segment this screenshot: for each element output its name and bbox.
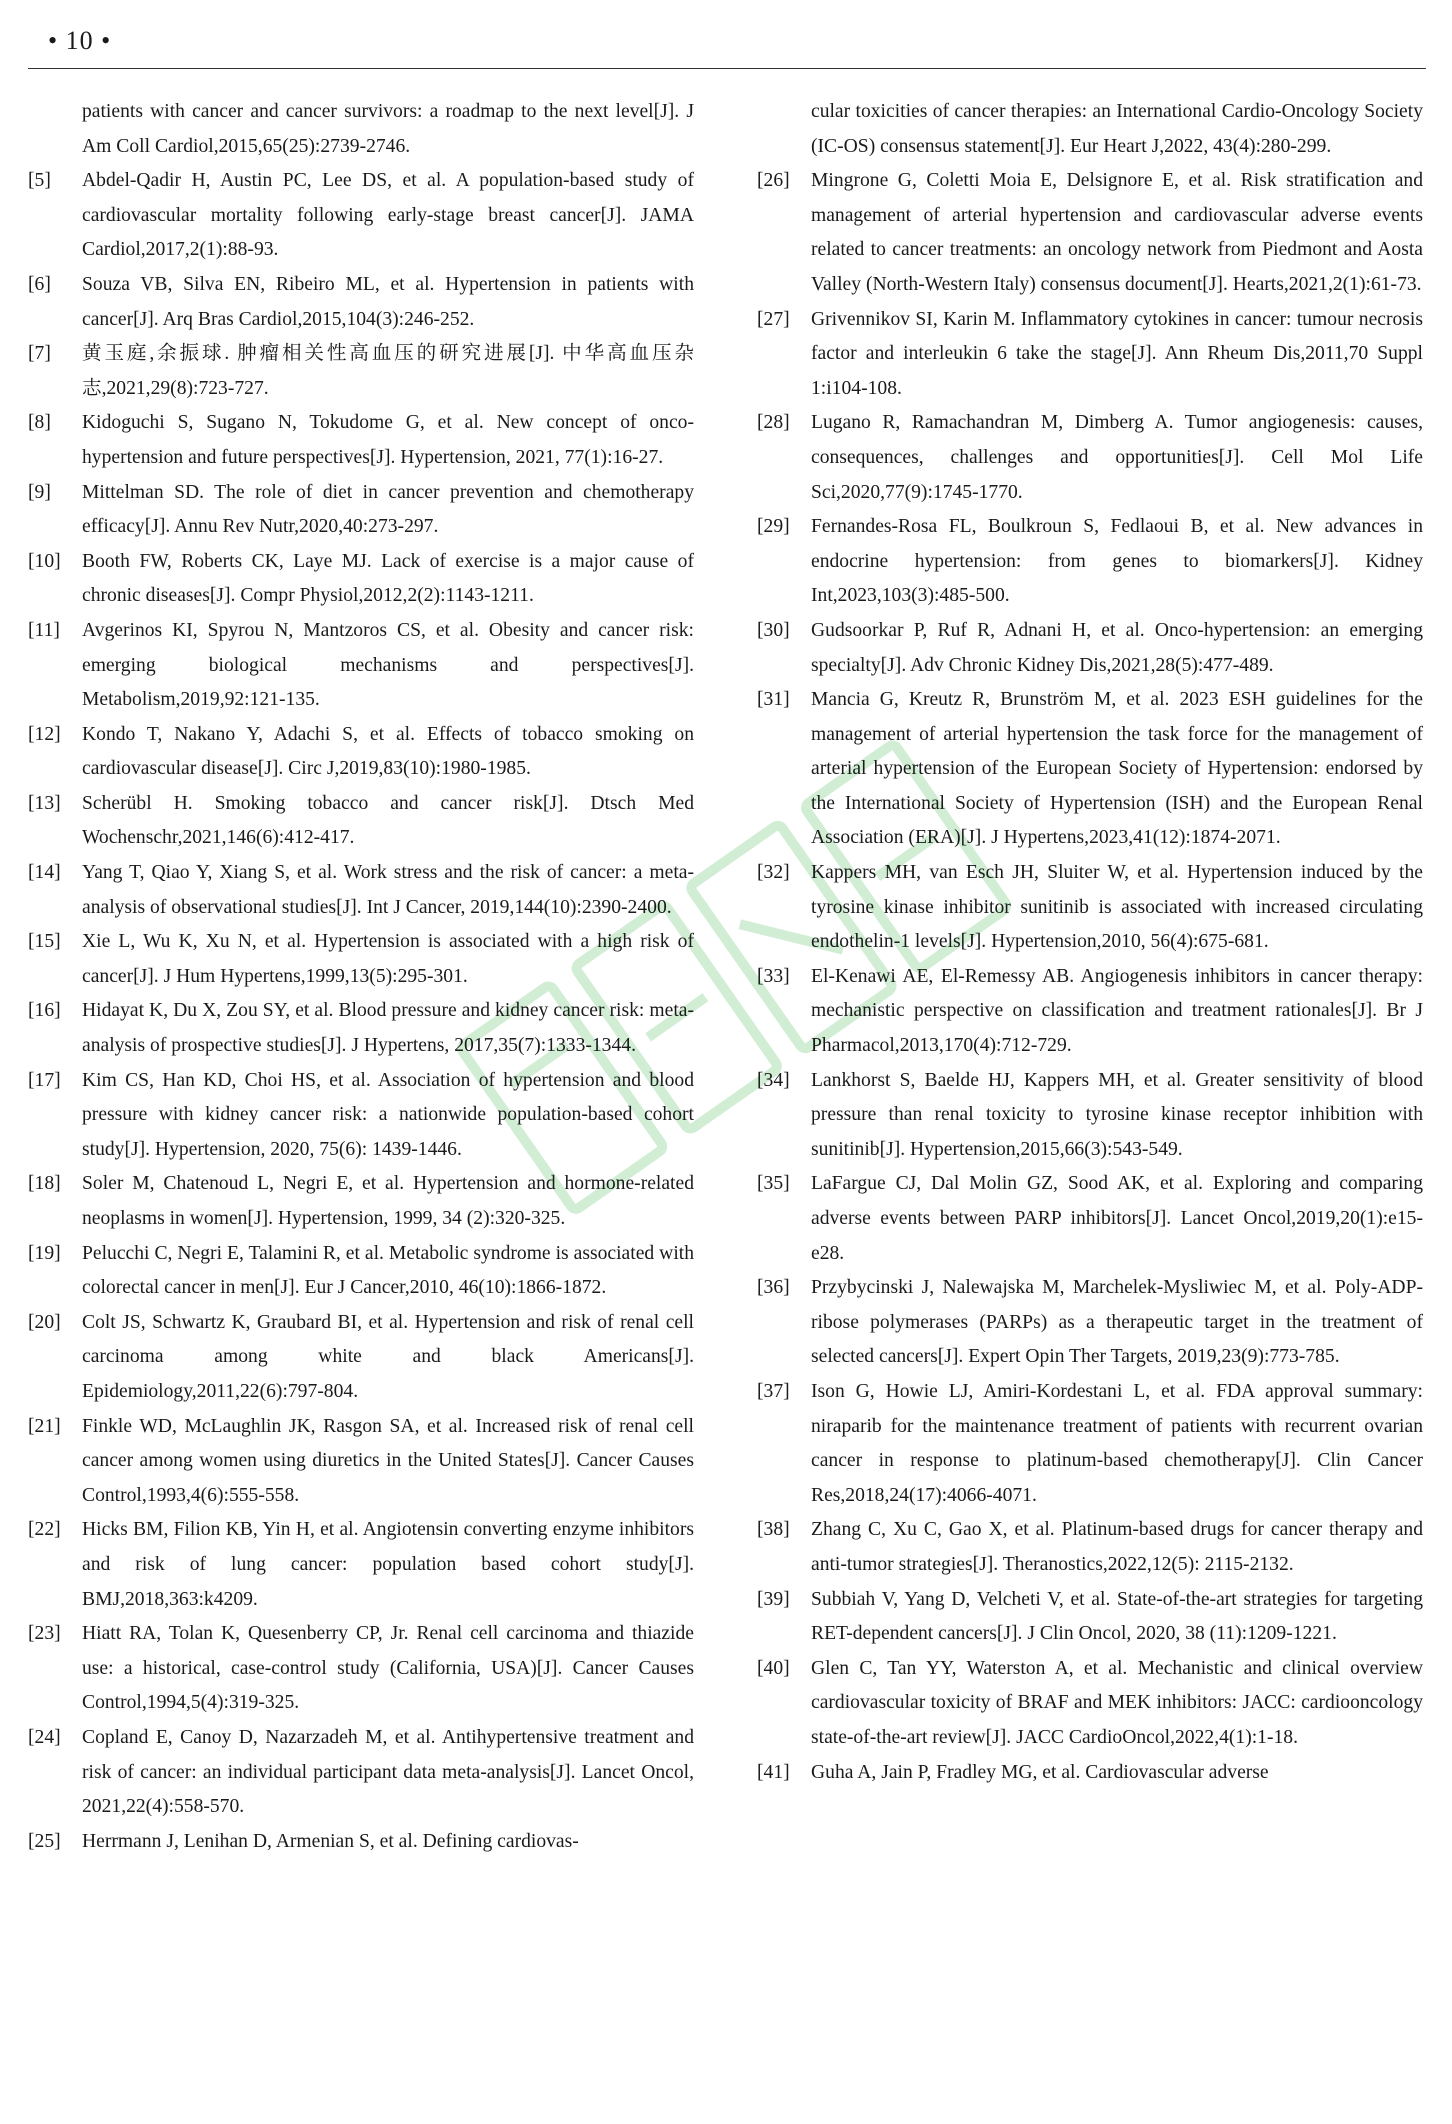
reference-item	[757, 1271, 1423, 1375]
reference-number: [6]	[28, 273, 51, 295]
reference-text: Przybycinski J, Nalewajska M, Marchelek-Mysliwiec M, et al. Poly-ADP-ribose polymerases (PARPs) as a therapeutic target in the treatment of selected cancers[J]. Expert Opin Ther Targets, 2019,23(9):773-785.	[811, 1277, 1423, 1368]
reference-number: [39]	[757, 1588, 790, 1610]
reference-item	[757, 303, 1423, 407]
reference-text: Hicks BM, Filion KB, Yin H, et al. Angiotensin converting enzyme inhibitors and risk of lung cancer: population based cohort study[J]. BMJ,2018,363:k4209.	[82, 1519, 694, 1610]
reference-number: [14]	[28, 862, 61, 884]
reference-item	[28, 268, 694, 337]
reference-text: Finkle WD, McLaughlin JK, Rasgon SA, et al. Increased risk of renal cell cancer among women using diuretics in the United States[J]. Cancer Causes Control,1993,4(6):555-558.	[82, 1415, 694, 1506]
reference-item	[757, 1756, 1423, 1791]
reference-number: [12]	[28, 723, 61, 745]
reference-item	[757, 164, 1423, 302]
reference-number: [33]	[757, 965, 790, 987]
reference-item	[28, 925, 694, 994]
reference-continuation: cular toxicities of cancer therapies: an International Cardio-Oncology Society (IC-OS) consensus statement[J]. Eur Heart J,2022, 43(4):280-299.	[811, 101, 1423, 157]
reference-text: Lugano R, Ramachandran M, Dimberg A. Tumor angiogenesis: causes, consequences, challenges and opportunities[J]. Cell Mol Life Sci,2020,77(9):1745-1770.	[811, 412, 1423, 503]
reference-text: Pelucchi C, Negri E, Talamini R, et al. Metabolic syndrome is associated with colorectal cancer in men[J]. Eur J Cancer,2010, 46(10):1866-1872.	[82, 1242, 694, 1299]
reference-continuation: patients with cancer and cancer survivors: a roadmap to the next level[J]. J Am Coll Cardiol,2015,65(25):2739-2746.	[82, 101, 694, 157]
reference-text: Grivennikov SI, Karin M. Inflammatory cytokines in cancer: tumour necrosis factor and interleukin 6 take the stage[J]. Ann Rheum Dis,2011,70 Suppl 1:i104-108.	[811, 308, 1423, 399]
reference-item	[28, 406, 694, 475]
reference-number: [9]	[28, 481, 51, 503]
reference-text: Lankhorst S, Baelde HJ, Kappers MH, et al. Greater sensitivity of blood pressure than renal toxicity to tyrosine kinase receptor inhibition with sunitinib[J]. Hypertension,2015,66(3):543-549.	[811, 1069, 1423, 1160]
reference-text: Soler M, Chatenoud L, Negri E, et al. Hypertension and hormone-related neoplasms in women[J]. Hypertension, 1999, 34 (2):320-325.	[82, 1173, 694, 1229]
reference-item	[28, 1513, 694, 1617]
reference-item	[28, 614, 694, 718]
reference-number: [34]	[757, 1069, 790, 1091]
reference-text: Herrmann J, Lenihan D, Armenian S, et al. Defining cardiovas-	[82, 1830, 579, 1852]
reference-item	[28, 1410, 694, 1514]
reference-number: [31]	[757, 689, 790, 711]
reference-item	[28, 1617, 694, 1721]
reference-text: Colt JS, Schwartz K, Graubard BI, et al. Hypertension and risk of renal cell carcinoma among white and black Americans[J]. Epidemiology,2011,22(6):797-804.	[82, 1311, 694, 1402]
reference-text: Kidoguchi S, Sugano N, Tokudome G, et al. New concept of onco-hypertension and future perspectives[J]. Hypertension, 2021, 77(1):16-27.	[82, 412, 694, 468]
reference-text: Guha A, Jain P, Fradley MG, et al. Cardiovascular adverse	[811, 1761, 1269, 1783]
reference-item	[757, 1513, 1423, 1582]
page-header	[28, 22, 1426, 69]
reference-text: Booth FW, Roberts CK, Laye MJ. Lack of exercise is a major cause of chronic diseases[J]. Compr Physiol,2012,2(2):1143-1211.	[82, 550, 694, 607]
reference-number: [21]	[28, 1415, 61, 1437]
reference-item	[28, 164, 694, 268]
reference-item	[28, 1306, 694, 1410]
reference-text: Xie L, Wu K, Xu N, et al. Hypertension is associated with a high risk of cancer[J]. J Hum Hypertens,1999,13(5):295-301.	[82, 931, 694, 987]
reference-text: Mingrone G, Coletti Moia E, Delsignore E, et al. Risk stratification and management of arterial hypertension and cardiovascular adverse events related to cancer treatments: an oncology network from Piedmont and Aosta Valley (North-Western Italy) consensus document[J]. Hearts,2021,2(1):61-73.	[811, 170, 1423, 295]
reference-number: [29]	[757, 516, 790, 538]
reference-number: [17]	[28, 1069, 61, 1091]
reference-text: Hidayat K, Du X, Zou SY, et al. Blood pressure and kidney cancer risk: meta-analysis of prospective studies[J]. J Hypertens, 2017,35(7):1333-1344.	[82, 1000, 694, 1057]
reference-item	[757, 856, 1423, 960]
reference-text: LaFargue CJ, Dal Molin GZ, Sood AK, et al. Exploring and comparing adverse events between PARP inhibitors[J]. Lancet Oncol,2019,20(1):e15-e28.	[811, 1173, 1423, 1264]
reference-number: [18]	[28, 1173, 61, 1195]
reference-text: Abdel-Qadir H, Austin PC, Lee DS, et al. A population-based study of cardiovascular mortality following early-stage breast cancer[J]. JAMA Cardiol,2017,2(1):88-93.	[82, 170, 694, 261]
reference-number: [27]	[757, 308, 790, 330]
reference-text: Ison G, Howie LJ, Amiri-Kordestani L, et al. FDA approval summary: niraparib for the maintenance treatment of patients with recurrent ovarian cancer in response to platinum-based chemotherapy[J]. Clin Cancer Res,2018,24(17):4066-4071.	[811, 1380, 1423, 1506]
reference-number: [19]	[28, 1242, 61, 1264]
reference-number: [41]	[757, 1761, 790, 1783]
reference-number: [13]	[28, 792, 61, 814]
reference-text: Subbiah V, Yang D, Velcheti V, et al. State-of-the-art strategies for targeting RET-dependent cancers[J]. J Clin Oncol, 2020, 38 (11):1209-1221.	[811, 1588, 1423, 1645]
reference-item	[28, 1237, 694, 1306]
reference-item	[28, 1721, 694, 1825]
reference-number: [28]	[757, 412, 790, 434]
reference-item	[757, 406, 1423, 510]
reference-number: [10]	[28, 550, 61, 572]
reference-number: [16]	[28, 1000, 61, 1022]
reference-text: Avgerinos KI, Spyrou N, Mantzoros CS, et al. Obesity and cancer risk: emerging biological mechanisms and perspectives[J]. Metabolism,2019,92:121-135.	[82, 619, 694, 711]
reference-item	[28, 718, 694, 787]
reference-item	[757, 1583, 1423, 1652]
reference-item	[757, 1064, 1423, 1168]
reference-item	[757, 1167, 1423, 1271]
reference-item	[757, 1375, 1423, 1513]
reference-item	[757, 683, 1423, 856]
left-column	[28, 95, 694, 1859]
reference-number: [38]	[757, 1519, 790, 1541]
reference-number: [35]	[757, 1173, 790, 1195]
reference-item	[28, 1825, 694, 1860]
reference-number: [8]	[28, 412, 51, 434]
reference-text: Souza VB, Silva EN, Ribeiro ML, et al. Hypertension in patients with cancer[J]. Arq Bras Cardiol,2015,104(3):246-252.	[82, 273, 694, 330]
reference-item	[757, 1652, 1423, 1756]
reference-item	[28, 856, 694, 925]
reference-item	[28, 787, 694, 856]
reference-item	[757, 614, 1423, 683]
right-column	[757, 95, 1423, 1790]
reference-number: [30]	[757, 619, 790, 641]
reference-text: Mancia G, Kreutz R, Brunström M, et al. 2023 ESH guidelines for the management of arterial hypertension the task force for the management of arterial hypertension of the European Society of Hypertension: endorsed by the International Society of Hypertension (ISH) and the European Renal Association (ERA)[J]. J Hypertens,2023,41(12):1874-2071.	[811, 689, 1423, 849]
reference-number: [22]	[28, 1519, 61, 1541]
reference-text: Glen C, Tan YY, Waterston A, et al. Mechanistic and clinical overview cardiovascular toxicity of BRAF and MEK inhibitors: JACC: cardiooncology state-of-the-art review[J]. JACC CardioOncol,2022,4(1):1-18.	[811, 1657, 1423, 1748]
reference-text: Copland E, Canoy D, Nazarzadeh M, et al. Antihypertensive treatment and risk of cancer: an individual participant data meta-analysis[J]. Lancet Oncol, 2021,22(4):558-570.	[82, 1726, 694, 1818]
reference-text: Kappers MH, van Esch JH, Sluiter W, et al. Hypertension induced by the tyrosine kinase inhibitor sunitinib is associated with increased circulating endothelin-1 levels[J]. Hypertension,2010, 56(4):675-681.	[811, 862, 1423, 953]
reference-number: [7]	[28, 343, 51, 365]
reference-text: Hiatt RA, Tolan K, Quesenberry CP, Jr. Renal cell carcinoma and thiazide use: a historical, case-control study (California, USA)[J]. Cancer Causes Control,1994,5(4):319-325.	[82, 1623, 694, 1714]
reference-text: Kim CS, Han KD, Choi HS, et al. Association of hypertension and blood pressure with kidney cancer risk: a nationwide population-based cohort study[J]. Hypertension, 2020, 75(6): 1439-1446.	[82, 1069, 694, 1160]
reference-number: [5]	[28, 170, 51, 192]
reference-text: Kondo T, Nakano Y, Adachi S, et al. Effects of tobacco smoking on cardiovascular disease[J]. Circ J,2019,83(10):1980-1985.	[82, 723, 694, 780]
reference-text: Yang T, Qiao Y, Xiang S, et al. Work stress and the risk of cancer: a meta-analysis of observational studies[J]. Int J Cancer, 2019,144(10):2390-2400.	[82, 862, 694, 918]
reference-text: El-Kenawi AE, El-Remessy AB. Angiogenesis inhibitors in cancer therapy: mechanistic perspective on classification and treatment rationales[J]. Br J Pharmacol,2013,170(4):712-729.	[811, 965, 1423, 1057]
reference-number: [25]	[28, 1830, 61, 1852]
reference-item	[28, 337, 694, 406]
reference-number: [23]	[28, 1623, 61, 1645]
reference-item	[28, 476, 694, 545]
reference-text: Zhang C, Xu C, Gao X, et al. Platinum-based drugs for cancer therapy and anti-tumor strategies[J]. Theranostics,2022,12(5): 2115-2132.	[811, 1519, 1423, 1575]
reference-text: Scherübl H. Smoking tobacco and cancer risk[J]. Dtsch Med Wochenschr,2021,146(6):412-417.	[82, 792, 694, 849]
reference-item	[28, 994, 694, 1063]
reference-number: [15]	[28, 931, 61, 953]
reference-item	[28, 1167, 694, 1236]
reference-item	[757, 960, 1423, 1064]
page-number: • 10 •	[48, 26, 112, 55]
reference-number: [20]	[28, 1311, 61, 1333]
reference-text: Mittelman SD. The role of diet in cancer prevention and chemotherapy efficacy[J]. Annu Rev Nutr,2020,40:273-297.	[82, 481, 694, 538]
reference-text: Fernandes-Rosa FL, Boulkroun S, Fedlaoui B, et al. New advances in endocrine hypertension: from genes to biomarkers[J]. Kidney Int,2023,103(3):485-500.	[811, 516, 1423, 607]
reference-item	[757, 510, 1423, 614]
reference-item	[28, 545, 694, 614]
reference-text: 黄玉庭,余振球. 肿瘤相关性高血压的研究进展[J]. 中华高血压杂志,2021,29(8):723-727.	[82, 343, 694, 399]
reference-number: [37]	[757, 1380, 790, 1402]
reference-number: [24]	[28, 1726, 61, 1748]
reference-item	[28, 1064, 694, 1168]
reference-number: [11]	[28, 619, 60, 641]
reference-number: [36]	[757, 1277, 790, 1299]
reference-number: [32]	[757, 862, 790, 884]
reference-number: [26]	[757, 170, 790, 192]
reference-text: Gudsoorkar P, Ruf R, Adnani H, et al. Onco-hypertension: an emerging specialty[J]. Adv Chronic Kidney Dis,2021,28(5):477-489.	[811, 619, 1423, 676]
reference-number: [40]	[757, 1657, 790, 1679]
